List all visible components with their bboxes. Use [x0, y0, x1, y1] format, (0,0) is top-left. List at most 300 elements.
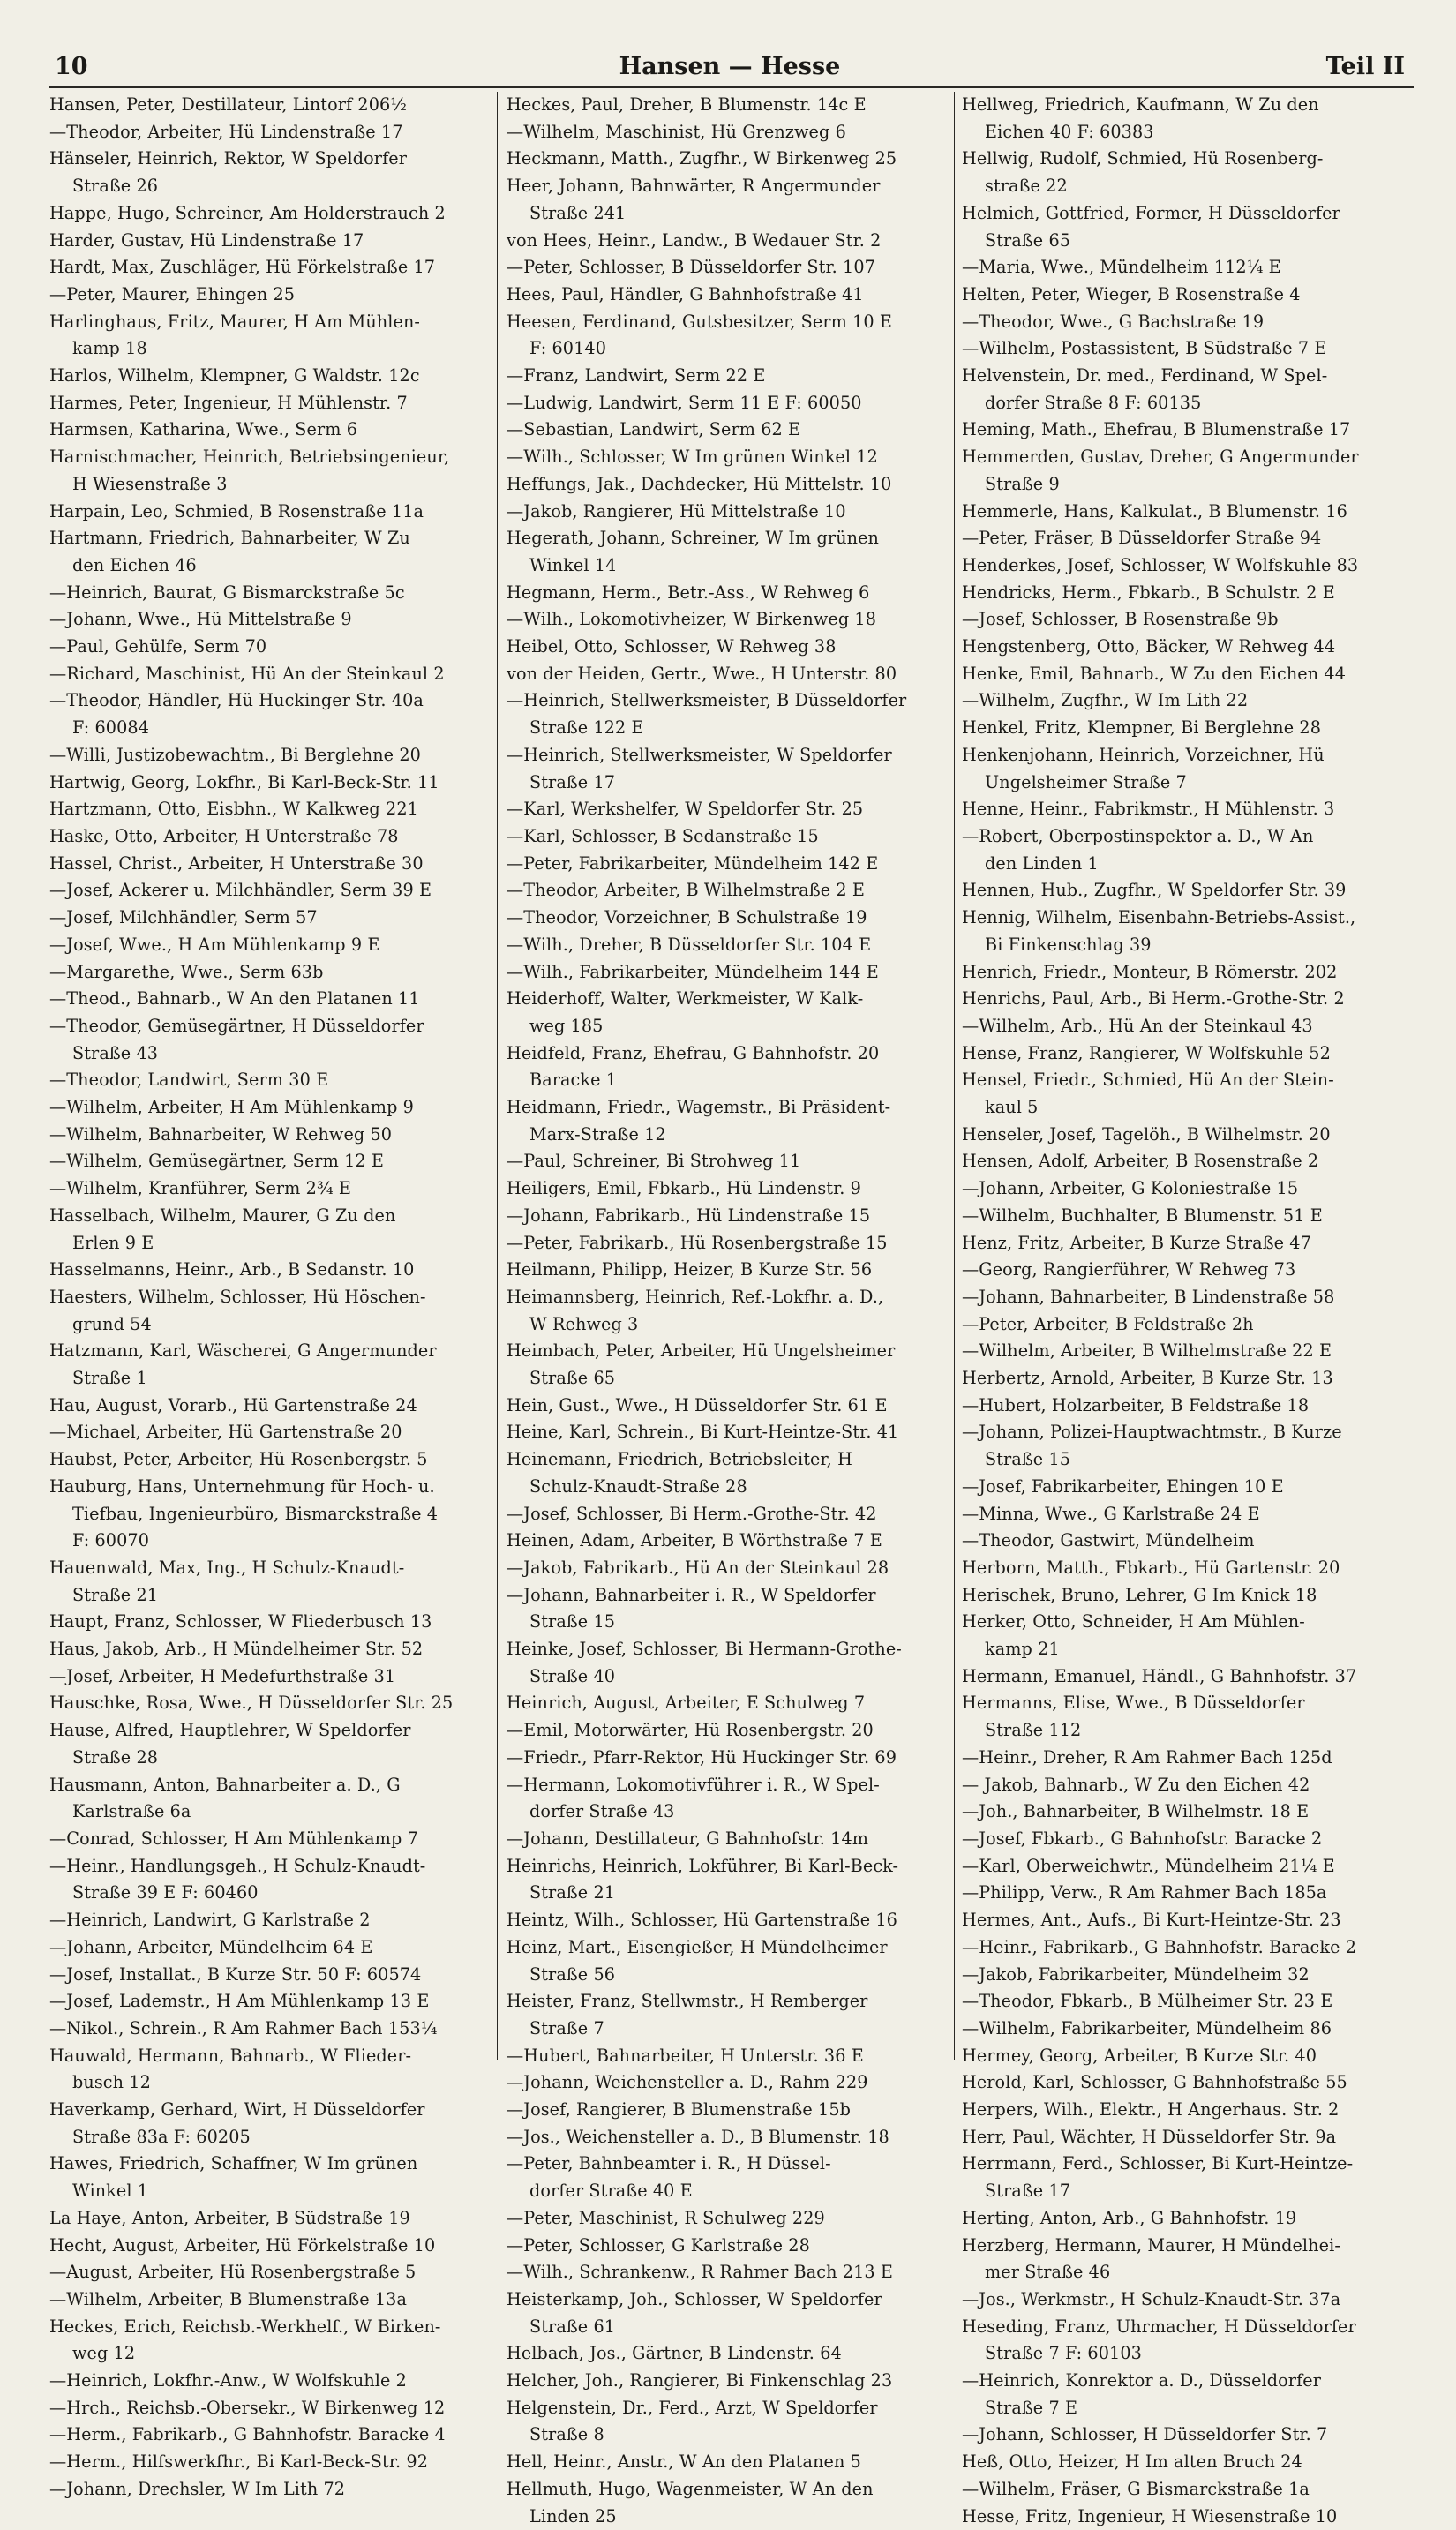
entry-line: —Theod., Bahnarb., W An den Platanen 11: [49, 988, 420, 1010]
directory-entry: [962, 282, 1405, 309]
entry-line: —Josef, Ackerer u. Milchhändler, Serm 39 E: [49, 880, 432, 901]
entry-line: Hermey, Georg, Arbeiter, B Kurze Str. 40: [962, 2045, 1317, 2066]
directory-entry: [49, 525, 491, 579]
directory-entry: [49, 1609, 491, 1636]
directory-entry: [49, 2421, 491, 2449]
directory-entry: [49, 959, 491, 987]
entry-line: —Josef, Rangierer, B Blumenstraße 15b: [507, 2099, 852, 2121]
directory-entry: [49, 254, 491, 282]
entry-line: Eichen 40 F: 60383: [985, 121, 1154, 142]
entry-line: Winkel 1: [72, 2181, 149, 2202]
entry-line: Henderkes, Josef, Schlosser, W Wolfskuhle 83: [962, 554, 1359, 575]
entry-line: —Jos., Weichensteller a. D., B Blumenstr. 18: [507, 2126, 889, 2147]
entry-line: —Joh., Bahnarbeiter, B Wilhelmstr. 18 E: [962, 1801, 1310, 1822]
entry-line: —Peter, Schlosser, B Düsseldorfer Str. 107: [507, 257, 875, 278]
directory-entry: [962, 2069, 1405, 2097]
directory-entry: [507, 444, 948, 471]
directory-entry: [49, 499, 491, 526]
directory-entry: [49, 1203, 491, 1257]
directory-entry: [507, 2233, 948, 2260]
directory-entry: [507, 823, 948, 851]
entry-line: Hell, Heinr., Anstr., W An den Platanen 5: [507, 2451, 861, 2473]
column-divider: [954, 92, 955, 2060]
directory-entry: [962, 309, 1405, 336]
directory-entry: [507, 2286, 948, 2340]
entry-line: Heine, Karl, Schrein., Bi Kurt-Heintze-Str. 41: [507, 1422, 899, 1443]
directory-entry: [962, 606, 1405, 634]
directory-entry: [962, 2124, 1405, 2151]
directory-entry: [962, 2151, 1405, 2204]
entry-line: Henkenjohann, Heinrich, Vorzeichner, Hü: [962, 744, 1325, 765]
directory-entry: [962, 1772, 1405, 1799]
entry-line: Helten, Peter, Wieger, B Rosenstraße 4: [962, 283, 1301, 304]
directory-entry: [49, 1772, 491, 1826]
entry-line: Heimbach, Peter, Arbeiter, Hü Ungelsheimer: [507, 1340, 896, 1362]
entry-line: Hardt, Max, Zuschläger, Hü Förkelstraße 17: [49, 257, 436, 278]
entry-line: Herker, Otto, Schneider, H Am Mühlen-: [962, 1611, 1305, 1633]
entry-line: Heckmann, Matth., Zugfhr., W Birkenweg 25: [507, 148, 897, 169]
entry-line: Schulz-Knaudt-Straße 28: [529, 1475, 747, 1497]
directory-entry: [49, 1690, 491, 1717]
directory-entry: [49, 2259, 491, 2286]
entry-line: —Josef, Installat., B Kurze Str. 50 F: 60574: [49, 1963, 422, 1985]
entry-line: —Emil, Motorwärter, Hü Rosenbergstr. 20: [507, 1720, 874, 1741]
entry-line: Hengstenberg, Otto, Bäcker, W Rehweg 44: [962, 636, 1336, 657]
directory-entry: [507, 1338, 948, 1392]
directory-entry: [49, 228, 491, 255]
directory-entry: [962, 1338, 1405, 1365]
entry-line: Helmich, Gottfried, Former, H Düsseldorfer: [962, 202, 1340, 223]
entry-line: —Karl, Werkshelfer, W Speldorfer Str. 25: [507, 799, 864, 820]
directory-entry: [507, 932, 948, 959]
entry-line: dorfer Straße 40 E: [529, 2181, 693, 2202]
entry-line: Erlen 9 E: [72, 1232, 154, 1253]
entry-line: Straße 9: [985, 473, 1060, 494]
directory-entry: [49, 796, 491, 823]
entry-line: Heiderhoff, Walter, Werkmeister, W Kalk-: [507, 988, 864, 1010]
directory-entry: [49, 1446, 491, 1474]
directory-entry: [507, 1772, 948, 1826]
directory-entry: [962, 254, 1405, 282]
directory-entry: [507, 606, 948, 634]
column-divider: [497, 92, 498, 2060]
directory-entry: [507, 173, 948, 227]
directory-entry: [962, 580, 1405, 607]
entry-line: Straße 17: [985, 2181, 1071, 2202]
entry-line: Hennig, Wilhelm, Eisenbahn-Betriebs-Assist.,: [962, 907, 1356, 928]
entry-line: Heckes, Paul, Dreher, B Blumenstr. 14c E: [507, 94, 867, 115]
entry-line: —Herm., Fabrikarb., G Bahnhofstr. Baracke 4: [49, 2424, 446, 2445]
entry-line: kamp 21: [985, 1639, 1060, 1660]
entry-line: kamp 18: [72, 338, 147, 359]
entry-line: —Peter, Fabrikarbeiter, Mündelheim 142 E: [507, 852, 879, 874]
entry-line: —Wilh., Fabrikarbeiter, Mündelheim 144 E: [507, 961, 879, 982]
directory-entry: [507, 796, 948, 823]
directory-entry: [962, 1663, 1405, 1691]
directory-entry: [962, 2043, 1405, 2070]
directory-entry: [507, 1175, 948, 1203]
entry-line: Harmes, Peter, Ingenieur, H Mühlenstr. 7: [49, 392, 408, 413]
entry-line: Hartmann, Friedrich, Bahnarbeiter, W Zu: [49, 528, 410, 549]
entry-line: —Friedr., Pfarr-Rektor, Hü Huckinger Str. 69: [507, 1746, 897, 1768]
entry-line: —Peter, Bahnbeamter i. R., H Düssel-: [507, 2153, 831, 2174]
entry-line: Heinke, Josef, Schlosser, Bi Hermann-Grothe-: [507, 1639, 902, 1660]
entry-line: —Wilhelm, Arbeiter, H Am Mühlenkamp 9: [49, 1097, 414, 1118]
directory-entry: [507, 661, 948, 688]
directory-entry: [507, 959, 948, 987]
entry-line: —Heinrich, Konrektor a. D., Düsseldorfer: [962, 2370, 1321, 2391]
entry-line: —Theodor, Landwirt, Serm 30 E: [49, 1070, 329, 1091]
directory-entry: [49, 580, 491, 607]
directory-entry: [962, 2286, 1405, 2314]
entry-line: Henne, Heinr., Fabrikmstr., H Mühlenstr. 3: [962, 799, 1335, 820]
entry-line: —Robert, Oberpostinspektor a. D., W An: [962, 825, 1314, 846]
entry-line: Herting, Anton, Arb., G Bahnhofstr. 19: [962, 2207, 1297, 2228]
directory-entry: [962, 2097, 1405, 2124]
directory-entry: [49, 2043, 491, 2097]
directory-entry: [962, 1988, 1405, 2016]
directory-entry: [507, 2069, 948, 2097]
entry-line: Tiefbau, Ingenieurbüro, Bismarckstraße 4: [72, 1503, 439, 1524]
directory-entry: [49, 986, 491, 1013]
directory-entry: [49, 661, 491, 688]
entry-line: Hansen, Peter, Destillateur, Lintorf 206½: [49, 94, 408, 115]
directory-entry: [49, 1555, 491, 1609]
entry-line: —Jakob, Fabrikarbeiter, Mündelheim 32: [962, 1963, 1310, 1985]
directory-entry: [962, 2449, 1405, 2476]
entry-line: Baracke 1: [529, 1070, 618, 1091]
directory-entry: [507, 417, 948, 444]
directory-entry: [507, 1555, 948, 1582]
entry-line: Hasselmanns, Heinr., Arb., B Sedanstr. 10: [49, 1259, 415, 1280]
entry-line: weg 185: [529, 1015, 604, 1036]
entry-line: —Heinrich, Lokfhr.-Anw., W Wolfskuhle 2: [49, 2370, 407, 2391]
directory-entry: [49, 2368, 491, 2395]
entry-line: Heer, Johann, Bahnwärter, R Angermunder: [507, 176, 881, 197]
entry-line: —Heinr., Fabrikarb., G Bahnhofstr. Baracke 2: [962, 1936, 1357, 1957]
directory-entry: [962, 363, 1405, 417]
directory-entry: [962, 2421, 1405, 2449]
entry-line: Henz, Fritz, Arbeiter, B Kurze Straße 47: [962, 1232, 1311, 1253]
directory-entry: [507, 1203, 948, 1230]
entry-line: Straße 56: [529, 1963, 616, 1985]
entry-line: mer Straße 46: [985, 2262, 1111, 2283]
entry-line: Heinz, Mart., Eisengießer, H Mündelheimer: [507, 1936, 888, 1957]
entry-line: Hemmerle, Hans, Kalkulat., B Blumenstr. 16: [962, 500, 1347, 522]
directory-entry: [507, 1501, 948, 1528]
directory-entry: [507, 1934, 948, 1988]
entry-line: —Johann, Weichensteller a. D., Rahm 229: [507, 2072, 868, 2093]
entry-line: —Franz, Landwirt, Serm 22 E: [507, 365, 766, 387]
entry-line: Hawes, Friedrich, Schaffner, W Im grünen: [49, 2153, 418, 2174]
directory-entry: [49, 390, 491, 417]
entry-line: —Johann, Arbeiter, Mündelheim 64 E: [49, 1936, 373, 1957]
entry-line: Straße 39 E F: 60460: [72, 1882, 259, 1903]
entry-line: Heinemann, Friedrich, Betriebsleiter, H: [507, 1449, 852, 1470]
entry-line: —Theodor, Arbeiter, Hü Lindenstraße 17: [49, 121, 403, 142]
directory-entry: [49, 851, 491, 878]
entry-line: straße 22: [985, 176, 1068, 197]
entry-line: —Wilh., Lokomotivheizer, W Birkenweg 18: [507, 609, 877, 630]
entry-line: Hermann, Emanuel, Händl., G Bahnhofstr. 37: [962, 1665, 1357, 1686]
page-header: [55, 51, 1405, 88]
entry-line: —Karl, Schlosser, B Sedanstraße 15: [507, 825, 819, 846]
entry-line: Hartzmann, Otto, Eisbhn., W Kalkweg 221: [49, 799, 418, 820]
directory-entry: [962, 823, 1405, 877]
entry-line: Henseler, Josef, Tagelöh., B Wilhelmstr. 20: [962, 1123, 1331, 1145]
directory-entry: [962, 1907, 1405, 1934]
directory-entry: [507, 499, 948, 526]
entry-line: F: 60070: [72, 1530, 150, 1551]
entry-line: —Wilh., Schrankenw., R Rahmer Bach 213 E: [507, 2262, 894, 2283]
entry-line: —Peter, Schlosser, G Karlstraße 28: [507, 2234, 810, 2256]
directory-entry: [507, 742, 948, 796]
directory-entry: [507, 2395, 948, 2449]
entry-line: Hasselbach, Wilhelm, Maurer, G Zu den: [49, 1205, 396, 1226]
directory-entry: [49, 92, 491, 119]
directory-entry: [507, 986, 948, 1040]
entry-line: H Wiesenstraße 3: [72, 473, 228, 494]
entry-line: Heinen, Adam, Arbeiter, B Wörthstraße 7 E: [507, 1530, 882, 1551]
entry-line: Haupt, Franz, Schlosser, W Fliederbusch 13: [49, 1611, 432, 1633]
entry-line: Haverkamp, Gerhard, Wirt, H Düsseldorfer: [49, 2099, 425, 2121]
directory-entry: [49, 1826, 491, 1853]
entry-line: —Ludwig, Landwirt, Serm 11 E F: 60050: [507, 392, 862, 413]
entry-line: —Maria, Wwe., Mündelheim 112¼ E: [962, 257, 1281, 278]
entry-line: —August, Arbeiter, Hü Rosenbergstraße 5: [49, 2262, 417, 2283]
directory-entry: [962, 1880, 1405, 1907]
entry-line: La Haye, Anton, Arbeiter, B Südstraße 19: [49, 2207, 410, 2228]
directory-entry: [962, 661, 1405, 688]
entry-line: —Johann, Fabrikarb., Hü Lindenstraße 15: [507, 1205, 871, 1226]
directory-entry: [962, 986, 1405, 1013]
entry-line: —Josef, Milchhändler, Serm 57: [49, 907, 318, 928]
directory-entry: [49, 2314, 491, 2368]
entry-line: —Georg, Rangierführer, W Rehweg 73: [962, 1259, 1296, 1280]
directory-entry: [49, 687, 491, 741]
entry-line: Hellmuth, Hugo, Wagenmeister, W An den: [507, 2478, 874, 2499]
entry-line: —Johann, Polizei-Hauptwachtmstr., B Kurze: [962, 1422, 1342, 1443]
directory-entry: [507, 634, 948, 661]
entry-line: —Wilh., Dreher, B Düsseldorfer Str. 104 E: [507, 934, 872, 955]
entry-line: Hauburg, Hans, Unternehmung für Hoch- u.: [49, 1475, 435, 1497]
entry-line: —Johann, Drechsler, W Im Lith 72: [49, 2478, 346, 2499]
entry-line: Hatzmann, Karl, Wäscherei, G Angermunder: [49, 1340, 437, 1362]
entry-line: Hendricks, Herm., Fbkarb., B Schulstr. 2 E: [962, 582, 1335, 603]
directory-entry: [49, 1474, 491, 1555]
entry-line: —Jakob, Fabrikarb., Hü An der Steinkaul 28: [507, 1557, 889, 1578]
entry-line: grund 54: [72, 1313, 152, 1334]
directory-entry: [49, 1934, 491, 1962]
directory-entry: [962, 444, 1405, 498]
entry-line: Hassel, Christ., Arbeiter, H Unterstraße 30: [49, 852, 424, 874]
entry-line: Straße 1: [72, 1368, 147, 1389]
directory-entry: [962, 2368, 1405, 2421]
directory-entry: [49, 2233, 491, 2260]
directory-entry: [962, 1365, 1405, 1393]
directory-entry: [49, 1419, 491, 1446]
directory-entry: [49, 363, 491, 390]
directory-entry: [962, 146, 1405, 199]
entry-line: —Heinrich, Baurat, G Bismarckstraße 5c: [49, 582, 405, 603]
directory-entry: [962, 1853, 1405, 1881]
entry-line: —Conrad, Schlosser, H Am Mühlenkamp 7: [49, 1828, 418, 1849]
entry-line: Helvenstein, Dr. med., Ferdinand, W Spel-: [962, 365, 1328, 387]
directory-entry: [49, 1148, 491, 1175]
entry-line: Heß, Otto, Heizer, H Im alten Bruch 24: [962, 2451, 1302, 2473]
entry-line: —Nikol., Schrein., R Am Rahmer Bach 153¼: [49, 2017, 438, 2038]
directory-entry: [507, 2097, 948, 2124]
entry-line: —Wilhelm, Arbeiter, B Blumenstraße 13a: [49, 2288, 408, 2309]
entry-line: Marx-Straße 12: [529, 1123, 666, 1145]
entry-line: — Jakob, Bahnarb., W Zu den Eichen 42: [962, 1774, 1310, 1795]
entry-line: —Hubert, Bahnarbeiter, H Unterstr. 36 E: [507, 2045, 864, 2066]
directory-entry: [507, 1717, 948, 1745]
directory-entry: [49, 1257, 491, 1284]
directory-entry: [49, 2476, 491, 2504]
directory-entry: [507, 2124, 948, 2151]
entry-line: von der Heiden, Gertr., Wwe., H Unterstr. 80: [507, 663, 897, 684]
entry-line: Bi Finkenschlag 39: [985, 934, 1152, 955]
entry-line: F: 60084: [72, 717, 150, 739]
entry-line: W Rehweg 3: [529, 1313, 639, 1334]
entry-line: —Wilhelm, Fabrikarbeiter, Mündelheim 86: [962, 2017, 1332, 2038]
directory-entry: [49, 200, 491, 228]
entry-line: den Eichen 46: [72, 554, 197, 575]
directory-entry: [962, 877, 1405, 905]
entry-line: —Heinr., Handlungsgeh., H Schulz-Knaudt-: [49, 1855, 426, 1876]
directory-entry: [962, 499, 1405, 526]
part-label: Teil II: [1325, 53, 1405, 80]
directory-entry: [962, 1175, 1405, 1203]
entry-line: Straße 26: [72, 176, 159, 197]
directory-entry: [507, 1040, 948, 1094]
directory-entry: [49, 417, 491, 444]
entry-line: —Wilhelm, Postassistent, B Südstraße 7 E: [962, 338, 1327, 359]
entry-line: Heinrich, August, Arbeiter, E Schulweg 7: [507, 1693, 866, 1714]
directory-entry: [962, 1067, 1405, 1121]
entry-line: —Margarethe, Wwe., Serm 63b: [49, 961, 324, 982]
directory-entry: [962, 1203, 1405, 1230]
directory-entry: [507, 2449, 948, 2476]
entry-line: Henrichs, Paul, Arb., Bi Herm.-Grothe-Str. 2: [962, 988, 1345, 1010]
entry-line: Herzberg, Hermann, Maurer, H Mündelhei-: [962, 2234, 1340, 2256]
directory-entry: [962, 2205, 1405, 2233]
entry-line: Straße 15: [529, 1611, 616, 1633]
entry-line: Heckes, Erich, Reichsb.-Werkhelf., W Birken-: [49, 2316, 441, 2337]
directory-entry: [507, 282, 948, 309]
entry-line: Hellwig, Rudolf, Schmied, Hü Rosenberg-: [962, 148, 1324, 169]
entry-line: —Karl, Oberweichwtr., Mündelheim 21¼ E: [962, 1855, 1335, 1876]
directory-entry: [962, 1419, 1405, 1473]
directory-entry: [49, 2097, 491, 2151]
entry-line: Henkel, Fritz, Klempner, Bi Berglehne 28: [962, 717, 1322, 739]
entry-line: Hensen, Adolf, Arbeiter, B Rosenstraße 2: [962, 1151, 1319, 1172]
entry-line: Straße 83a F: 60205: [72, 2126, 251, 2147]
entry-line: Ungelsheimer Straße 7: [985, 771, 1187, 792]
directory-entry: [49, 1717, 491, 1771]
entry-line: Hees, Paul, Händler, G Bahnhofstraße 41: [507, 283, 864, 304]
directory-entry: [49, 1122, 491, 1149]
directory-entry: [507, 309, 948, 363]
directory-entry: [507, 1907, 948, 1934]
directory-entry: [962, 1826, 1405, 1853]
entry-line: Helbach, Jos., Gärtner, B Lindenstr. 64: [507, 2343, 842, 2364]
directory-entry: [507, 363, 948, 390]
entry-line: Straße 241: [529, 202, 627, 223]
directory-entry: [507, 2340, 948, 2368]
directory-entry: [962, 1934, 1405, 1962]
directory-entry: [49, 1853, 491, 1907]
entry-line: Straße 112: [985, 1720, 1082, 1741]
directory-entry: [49, 634, 491, 661]
directory-entry: [507, 580, 948, 607]
entry-line: —Minna, Wwe., G Karlstraße 24 E: [962, 1503, 1260, 1524]
entry-line: weg 12: [72, 2343, 136, 2364]
directory-entry: [962, 1798, 1405, 1826]
directory-entry: [507, 1636, 948, 1690]
entry-line: dorfer Straße 43: [529, 1801, 675, 1822]
entry-line: dorfer Straße 8 F: 60135: [985, 392, 1202, 413]
entry-line: Hegmann, Herm., Betr.-Ass., W Rehweg 6: [507, 582, 870, 603]
entry-line: Hermes, Ant., Aufs., Bi Kurt-Heintze-Str. 23: [962, 1910, 1341, 1931]
directory-entry: [507, 1853, 948, 1907]
entry-line: Hensel, Friedr., Schmied, Hü An der Stein-: [962, 1070, 1334, 1091]
directory-entry: [507, 2205, 948, 2233]
directory-entry: [962, 552, 1405, 580]
directory-entry: [962, 1474, 1405, 1501]
entry-line: Henke, Emil, Bahnarb., W Zu den Eichen 44: [962, 663, 1347, 684]
directory-entry: [962, 715, 1405, 742]
entry-line: Straße 122 E: [529, 717, 644, 739]
entry-line: Hemmerden, Gustav, Dreher, G Angermunder: [962, 447, 1359, 468]
directory-entry: [507, 228, 948, 255]
directory-entry: [49, 932, 491, 959]
entry-line: —Heinrich, Stellwerksmeister, B Düsseldorfer: [507, 690, 907, 711]
directory-entry: [962, 634, 1405, 661]
entry-line: Straße 7 E: [985, 2397, 1078, 2418]
directory-entry: [507, 525, 948, 579]
directory-entry: [49, 742, 491, 770]
entry-line: Heming, Math., Ehefrau, B Blumenstraße 17: [962, 419, 1351, 440]
entry-line: —Peter, Fabrikarb., Hü Rosenbergstraße 15: [507, 1232, 888, 1253]
directory-entry: [962, 1284, 1405, 1311]
directory-entry: [507, 1094, 948, 1148]
entry-line: —Michael, Arbeiter, Hü Gartenstraße 20: [49, 1422, 402, 1443]
directory-entry: [962, 1690, 1405, 1744]
directory-entry: [49, 2205, 491, 2233]
entry-line: Herold, Karl, Schlosser, G Bahnhofstraße 55: [962, 2072, 1347, 2093]
entry-line: —Wilhelm, Arb., Hü An der Steinkaul 43: [962, 1015, 1313, 1036]
column-1: [49, 92, 491, 2499]
entry-line: Heibel, Otto, Schlosser, W Rehweg 38: [507, 636, 837, 657]
directory-entry: [962, 200, 1405, 254]
directory-entry: [507, 254, 948, 282]
directory-entry: [49, 444, 491, 498]
directory-entry: [49, 1094, 491, 1122]
directory-entry: [49, 606, 491, 634]
entry-line: Straße 7 F: 60103: [985, 2343, 1142, 2364]
entry-line: Heseding, Franz, Uhrmacher, H Düsseldorfer: [962, 2316, 1356, 2337]
entry-line: —Josef, Lademstr., H Am Mühlenkamp 13 E: [49, 1991, 430, 2012]
directory-entry: [507, 2151, 948, 2204]
entry-line: Hein, Gust., Wwe., H Düsseldorfer Str. 61 E: [507, 1394, 888, 1415]
entry-line: Heilmann, Philipp, Heizer, B Kurze Str. 56: [507, 1259, 873, 1280]
entry-line: Helgenstein, Dr., Ferd., Arzt, W Speldorfer: [507, 2397, 878, 2418]
directory-entry: [962, 1582, 1405, 1610]
entry-line: Straße 65: [529, 1368, 616, 1389]
entry-line: —Wilhelm, Buchhalter, B Blumenstr. 51 E: [962, 1205, 1323, 1226]
